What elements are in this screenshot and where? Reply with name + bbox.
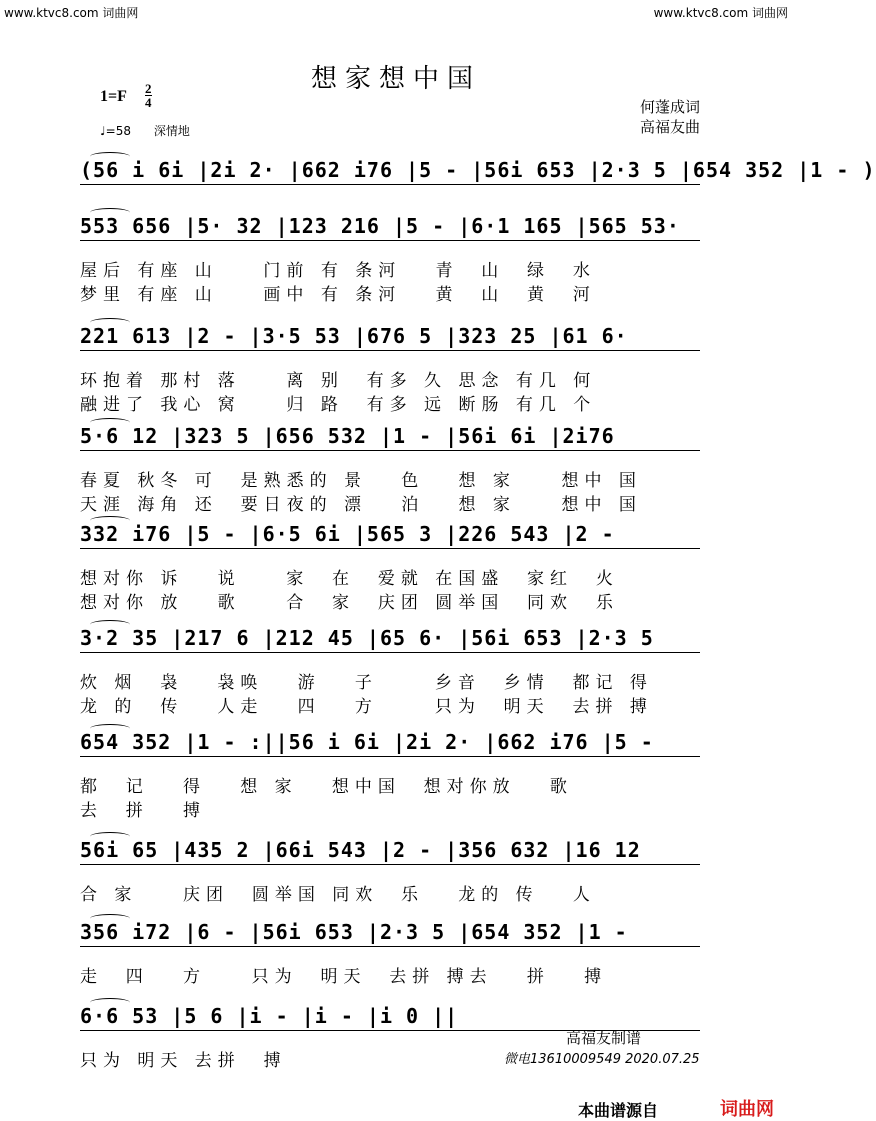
time-signature [145, 82, 152, 109]
notation-line: 6·6 53 |5 6 |i - |i - |i 0 || [80, 1004, 459, 1028]
beam-line [80, 946, 700, 947]
beam-line [80, 548, 700, 549]
beam-line [80, 184, 700, 185]
beam-line [80, 864, 700, 865]
lyric-line-1: 春夏 秋冬 可 是熟悉的 景 色 想 家 想中 国 [80, 471, 642, 491]
lyric-line-1: 屋后 有座 山 门前 有 条河 青 山 绿 水 [80, 261, 596, 281]
brand-logo: 词曲网 [720, 1099, 774, 1120]
time-top: 2 [145, 81, 152, 96]
notation-line: 56i 65 |435 2 |66i 543 |2 - |356 632 |16 12 [80, 838, 641, 862]
slur-mark [90, 832, 130, 841]
slur-mark [90, 998, 130, 1007]
notation-line: (56 i 6i |2i 2· |662 i76 |5 - |56i 653 |2·3 5 |654 352 |1 - ) [80, 158, 876, 182]
score-system [80, 318, 720, 352]
score-system [80, 418, 720, 452]
beam-line [80, 240, 700, 241]
score-system [80, 152, 876, 186]
expression-mark: 深情地 [153, 124, 190, 138]
site-watermark-left: www.ktvc8.com 词曲网 [4, 6, 139, 20]
notation-line: 654 352 |1 - :||56 i 6i |2i 2· |662 i76 |5 - [80, 730, 654, 754]
tempo-value: ♩=58 [100, 124, 131, 138]
lyric-line-1: 走 四 方 只为 明天 去拼 搏去 拼 搏 [80, 967, 608, 987]
slur-mark [90, 620, 130, 629]
slur-mark [90, 318, 130, 327]
tempo-mark [100, 122, 190, 139]
beam-line [80, 450, 700, 451]
lyric-line-1: 只为 明天 去拼 搏 [80, 1051, 287, 1071]
notation-line: 5·6 12 |323 5 |656 532 |1 - |56i 6i |2i76 [80, 424, 615, 448]
slur-mark [90, 208, 130, 217]
notation-line: 553 656 |5· 32 |123 216 |5 - |6·1 165 |565 53· [80, 214, 680, 238]
lyric-line-2: 想对你 放 歌 合 家 庆团 圆举国 同欢 乐 [80, 593, 619, 613]
lyricist-credit: 何蓬成词 [639, 98, 700, 116]
maker-contact: 微电13610009549 2020.07.25 [504, 1052, 700, 1067]
slur-mark [90, 418, 130, 427]
lyric-line-1: 都 记 得 想 家 想中国 想对你放 歌 [80, 777, 573, 797]
lyric-line-1: 炊 烟 袅 袅唤 游 子 乡音 乡情 都记 得 [80, 673, 653, 693]
key-signature: 1=F [100, 88, 127, 105]
time-bottom: 4 [145, 95, 152, 110]
lyric-line-1: 想对你 诉 说 家 在 爱就 在国盛 家红 火 [80, 569, 619, 589]
lyric-line-1: 环抱着 那村 落 离 别 有多 久 思念 有几 何 [80, 371, 597, 391]
lyric-line-2: 去 拼 搏 [80, 801, 207, 821]
notation-line: 332 i76 |5 - |6·5 6i |565 3 |226 543 |2 - [80, 522, 615, 546]
notation-line: 356 i72 |6 - |56i 653 |2·3 5 |654 352 |1 - [80, 920, 628, 944]
lyric-line-2: 梦里 有座 山 画中 有 条河 黄 山 黄 河 [80, 285, 596, 305]
score-system [80, 724, 720, 758]
score-system [80, 914, 720, 948]
slur-mark [90, 724, 130, 733]
notation-line: 221 613 |2 - |3·5 53 |676 5 |323 25 |61 6· [80, 324, 628, 348]
composer-credit: 高福友曲 [639, 118, 700, 136]
score-system [80, 620, 720, 654]
source-label: 本曲谱源自 [578, 1101, 659, 1120]
slur-mark [90, 914, 130, 923]
score-maker: 高福友制谱 [566, 1029, 642, 1047]
score-system [80, 516, 720, 550]
lyric-line-2: 龙 的 传 人走 四 方 只为 明天 去拼 搏 [80, 697, 653, 717]
site-watermark-right: www.ktvc8.com 词曲网 [653, 6, 788, 20]
lyric-line-2: 融进了 我心 窝 归 路 有多 远 断肠 有几 个 [80, 395, 597, 415]
score-system [80, 832, 720, 866]
score-system [80, 208, 720, 242]
beam-line [80, 350, 700, 351]
lyric-line-2: 天涯 海角 还 要日夜的 漂 泊 想 家 想中 国 [80, 495, 642, 515]
lyric-line-1: 合 家 庆团 圆举国 同欢 乐 龙的 传 人 [80, 885, 596, 905]
beam-line [80, 756, 700, 757]
slur-mark [90, 152, 130, 161]
slur-mark [90, 516, 130, 525]
beam-line [80, 652, 700, 653]
song-title: 想家想中国 [310, 64, 481, 94]
notation-line: 3·2 35 |217 6 |212 45 |65 6· |56i 653 |2·3 5 [80, 626, 654, 650]
